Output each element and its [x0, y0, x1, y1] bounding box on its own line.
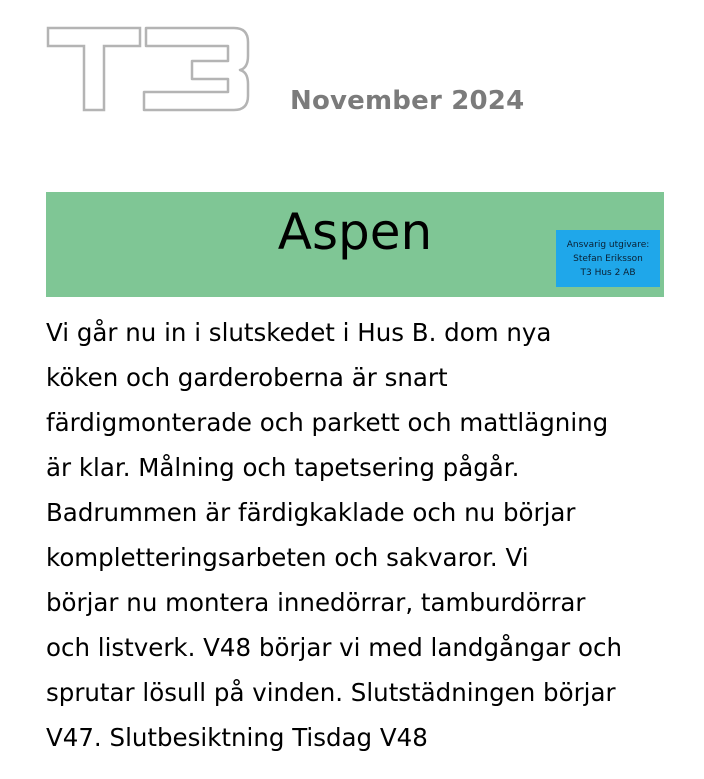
article-body: Vi går nu in i slutskedet i Hus B. dom nya köken och garderoberna är snart färdigmonterade och parkett och mattlägning är klar. Målning och tapetsering pågår. Badrummen är färdigkaklade och nu börjar kompletteringsarbeten och sakvaror. Vi börjar nu montera innedörrar, tamburdörrar och listverk. V48 börjar vi med landgångar och sprutar lösull på vinden. Slutstädningen börjar V47. Slutbesiktning Tisdag V48	[46, 318, 622, 752]
newsletter-title: Aspen	[277, 203, 433, 261]
t3-logo	[46, 24, 250, 114]
publisher-box	[556, 230, 660, 287]
publisher-company: T3 Hus 2 AB	[580, 267, 636, 278]
title-banner	[46, 192, 664, 297]
publisher-name: Stefan Eriksson	[573, 253, 643, 264]
issue-month: November 2024	[290, 86, 525, 116]
publisher-label: Ansvarig utgivare:	[566, 239, 650, 250]
